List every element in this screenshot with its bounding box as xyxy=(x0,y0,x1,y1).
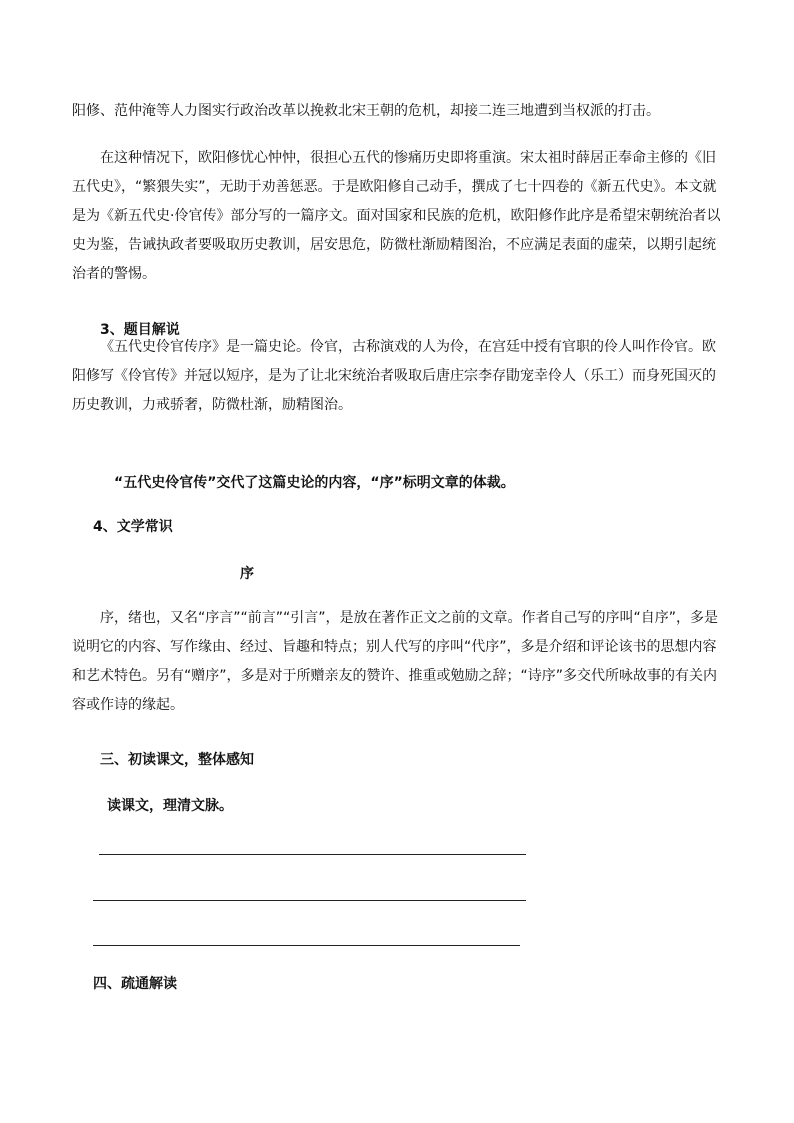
paragraph-title-explanation: 《五代史伶官传序》是一篇史论。伶官，古称演戏的人为伶，在宫廷中授有官职的伶人叫作伶官。欧阳修写《伶官传》并冠以短序，是为了让北宋统治者吸取后唐庄宗李存勖宠幸伶人（乐工）而身死国灭的历史教训，力戒骄奢，防微杜渐，励精图治。 xyxy=(72,339,716,413)
answer-blank-line[interactable] xyxy=(93,900,526,901)
section-heading-interpretation: 四、疏通解读 xyxy=(93,976,177,992)
paragraph-title-summary: “五代史伶官传”交代了这篇史论的内容，“序”标明文章的体裁。 xyxy=(114,475,515,491)
section-heading-first-reading: 三、初读课文，整体感知 xyxy=(100,752,254,768)
heading-title-explanation: 3、题目解说 xyxy=(100,322,180,338)
heading-literary-knowledge: 4、文学常识 xyxy=(93,519,173,535)
paragraph-background: 在这种情况下，欧阳修忧心忡忡，很担心五代的惨痛历史即将重演。宋太祖时薛居正奉命主修的《旧五代史》，“繁猥失实”，无助于劝善惩恶。于是欧阳修自己动手，撰成了七十四卷的《新五代史》。本文就是为《新五代史·伶官传》部分写的一篇序文。面对国家和民族的危机，欧阳修作此序是希望宋朝统治者以史为鉴，告诫执政者要吸取历史教训，居安思危，防微杜渐励精图治，不应满足表面的虚荣，以期引起统治者的警惕。 xyxy=(72,150,721,282)
instruction-text: 读课文，理清文脉。 xyxy=(107,798,233,814)
answer-blank-line[interactable] xyxy=(99,854,526,855)
subheading-preface: 序 xyxy=(240,566,254,582)
paragraph-preface-definition: 序，绪也，又名“序言”“前言”“引言”，是放在著作正文之前的文章。作者自己写的序叫“自序”，多是说明它的内容、写作缘由、经过、旨趣和特点；别人代写的序叫“代序”，多是介绍和评论该书的思想内容和艺术特色。另有“赠序”，多是对于所赠亲友的赞许、推重或勉励之辞；“诗序”多交代所咏故事的有关内容或作诗的缘起。 xyxy=(72,610,719,713)
answer-blank-line[interactable] xyxy=(93,945,520,946)
paragraph-context-end: 阳修、范仲淹等人力图实行政治改革以挽救北宋王朝的危机，却接二连三地遭到当权派的打击。 xyxy=(72,103,660,119)
